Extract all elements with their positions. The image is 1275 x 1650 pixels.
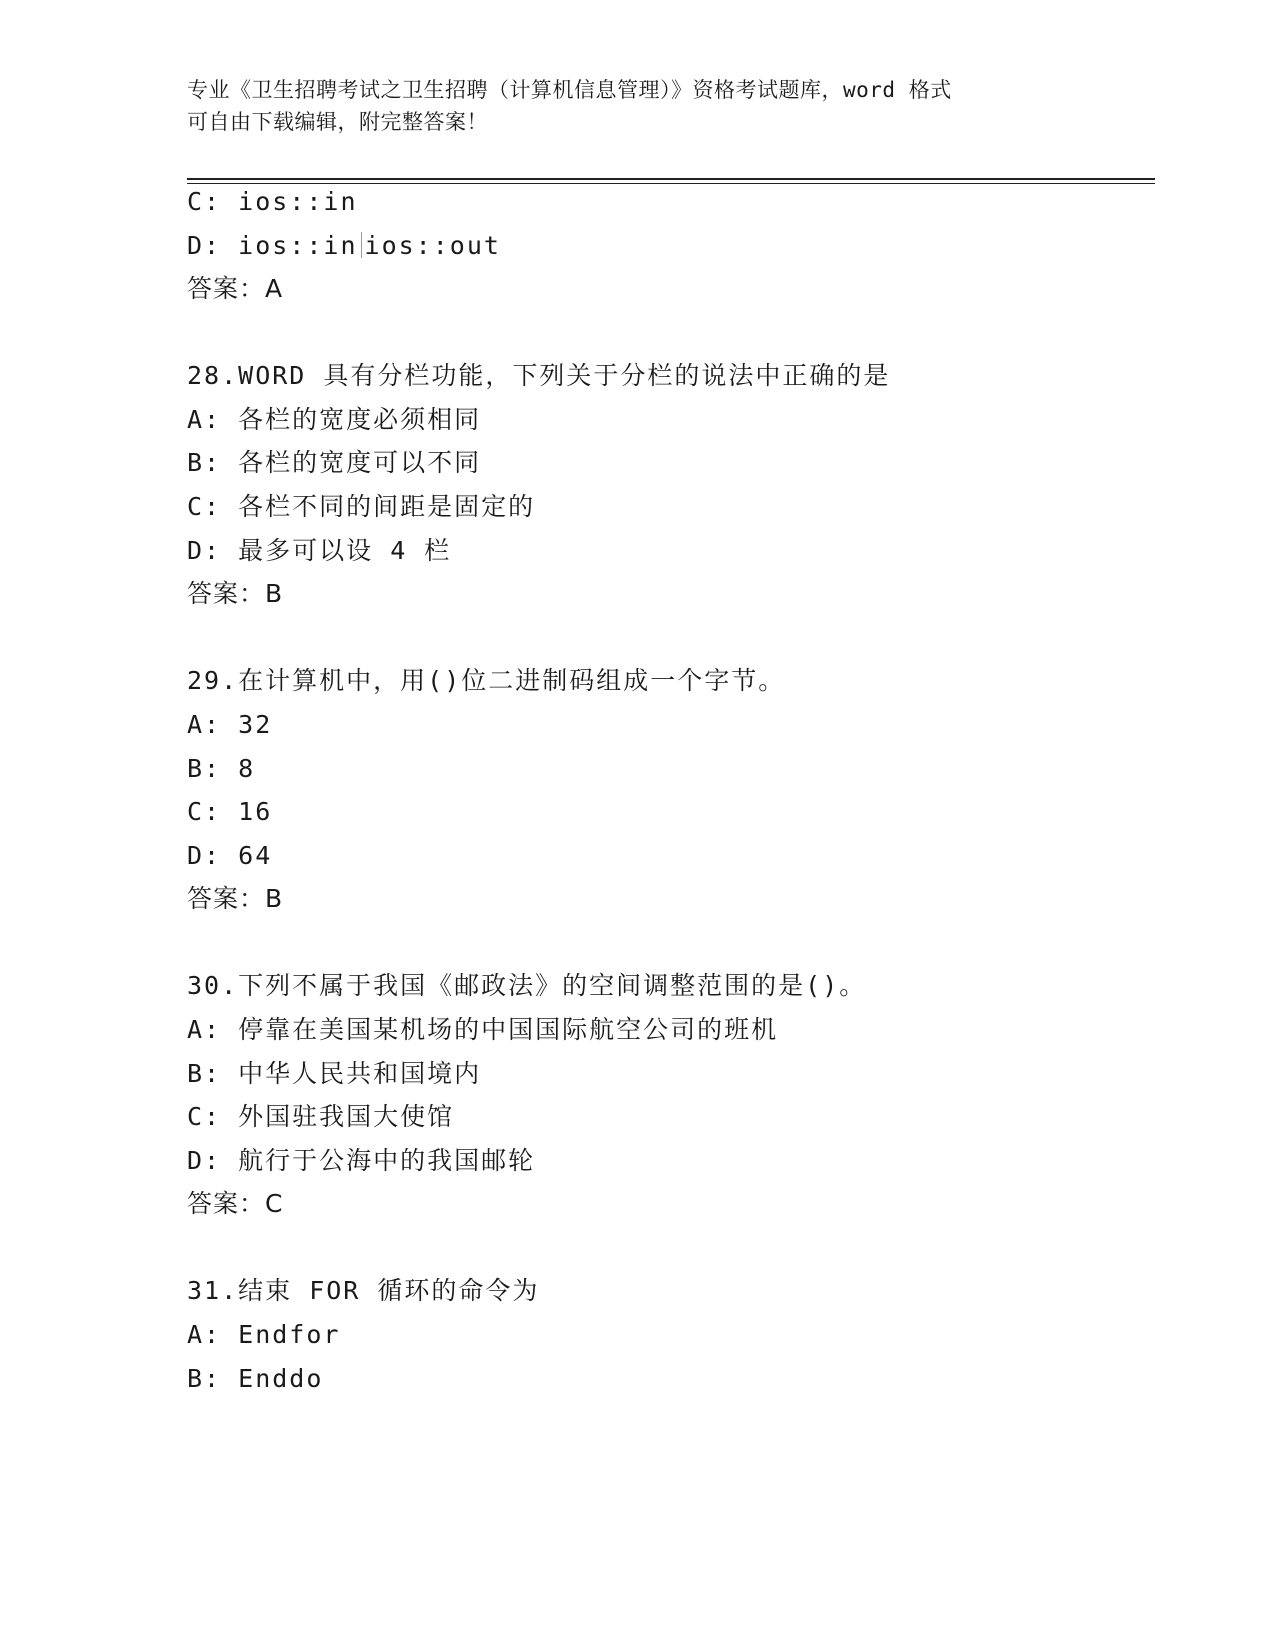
- option-d: D: 64: [187, 841, 273, 870]
- header-rule-thin: [187, 183, 1155, 184]
- answer-line: 答案：C: [187, 1189, 284, 1218]
- option-a: A: Endfor: [187, 1320, 341, 1349]
- option-a: A: 32: [187, 710, 273, 739]
- answer-line: 答案：A: [187, 274, 284, 303]
- option-c: C: 外国驻我国大使馆: [187, 1102, 455, 1131]
- option-d-part-1: D: ios::in: [187, 231, 358, 260]
- header-line-1: 专业《卫生招聘考试之卫生招聘（计算机信息管理）》资格考试题库，word 格式: [187, 78, 952, 102]
- option-c: C: 各栏不同的间距是固定的: [187, 492, 536, 521]
- question-stem: 31.结束 FOR 循环的命令为: [187, 1276, 540, 1305]
- option-c: C: 16: [187, 797, 273, 826]
- option-c: C: ios::in: [187, 187, 358, 216]
- header-line-2: 可自由下载编辑，附完整答案！: [187, 110, 488, 134]
- question-stem: 29.在计算机中，用()位二进制码组成一个字节。: [187, 666, 786, 695]
- question-stem: 30.下列不属于我国《邮政法》的空间调整范围的是()。: [187, 971, 867, 1000]
- header-rule-thick: [187, 178, 1155, 180]
- option-a: A: 各栏的宽度必须相同: [187, 405, 482, 434]
- answer-line: 答案：B: [187, 579, 284, 608]
- option-b: B: 各栏的宽度可以不同: [187, 448, 482, 477]
- option-b: B: 中华人民共和国境内: [187, 1059, 482, 1088]
- separator-bar: [361, 232, 362, 258]
- option-d: D: 最多可以设 4 栏: [187, 536, 452, 565]
- option-d: D: 航行于公海中的我国邮轮: [187, 1146, 536, 1175]
- answer-line: 答案：B: [187, 884, 284, 913]
- option-b: B: 8: [187, 754, 256, 783]
- question-stem: 28.WORD 具有分栏功能，下列关于分栏的说法中正确的是: [187, 361, 891, 390]
- option-d: [187, 231, 501, 261]
- document-header: [187, 74, 1087, 138]
- option-a: A: 停靠在美国某机场的中国国际航空公司的班机: [187, 1015, 779, 1044]
- option-d-part-2: ios::out: [364, 231, 501, 260]
- option-b: B: Enddo: [187, 1364, 324, 1393]
